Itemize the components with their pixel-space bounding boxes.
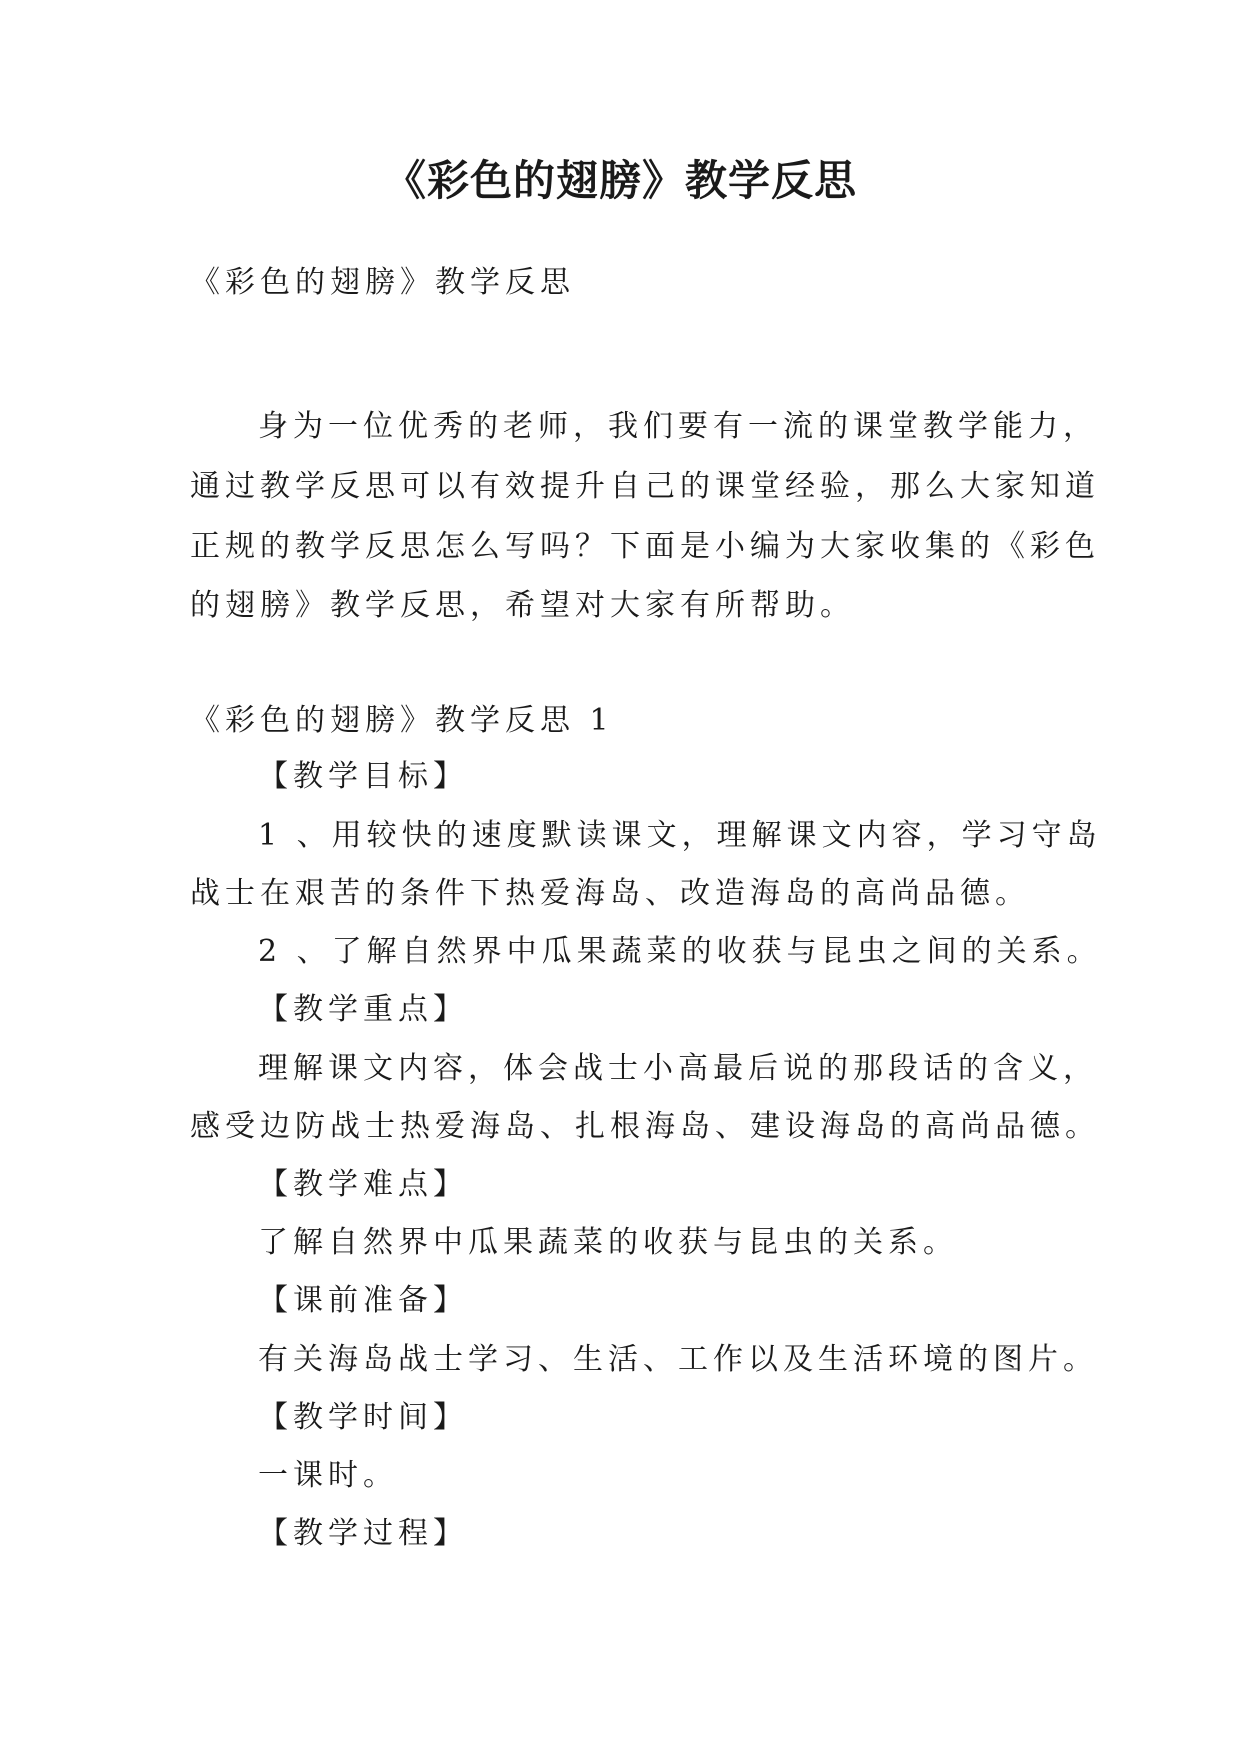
prep-text: 有关海岛战士学习、生活、工作以及生活环境的图片。 xyxy=(258,1342,1098,1377)
document-title: 《彩色的翅膀》教学反思 xyxy=(383,156,857,205)
time-text: 一课时。 xyxy=(258,1458,398,1493)
key-line-2: 感受边防战士热爱海岛、扎根海岛、建设海岛的高尚品德。 xyxy=(190,1109,1100,1144)
key-line-1: 理解课文内容，体会战士小高最后说的那段话的含义， xyxy=(258,1051,1098,1086)
time-label: 【教学时间】 xyxy=(258,1400,468,1435)
subtitle: 《彩色的翅膀》教学反思 xyxy=(190,265,575,300)
goal-2: 2 、了解自然界中瓜果蔬菜的收获与昆虫之间的关系。 xyxy=(258,934,1102,969)
goal-1-line-2: 战士在艰苦的条件下热爱海岛、改造海岛的高尚品德。 xyxy=(190,876,1030,911)
intro-line-2: 通过教学反思可以有效提升自己的课堂经验，那么大家知道 xyxy=(190,469,1100,504)
process-label: 【教学过程】 xyxy=(258,1516,468,1551)
goals-label: 【教学目标】 xyxy=(258,759,468,794)
difficulty-text: 了解自然界中瓜果蔬菜的收获与昆虫的关系。 xyxy=(258,1225,958,1260)
prep-label: 【课前准备】 xyxy=(258,1283,468,1318)
goal-1-line-1: 1 、用较快的速度默读课文，理解课文内容，学习守岛 xyxy=(258,818,1102,853)
intro-line-3: 正规的教学反思怎么写吗？下面是小编为大家收集的《彩色 xyxy=(190,529,1100,564)
difficulty-label: 【教学难点】 xyxy=(258,1167,468,1202)
key-label: 【教学重点】 xyxy=(258,992,468,1027)
section-heading: 《彩色的翅膀》教学反思 1 xyxy=(190,703,614,738)
intro-line-4: 的翅膀》教学反思，希望对大家有所帮助。 xyxy=(190,588,855,623)
intro-line-1: 身为一位优秀的老师，我们要有一流的课堂教学能力， xyxy=(258,409,1098,444)
